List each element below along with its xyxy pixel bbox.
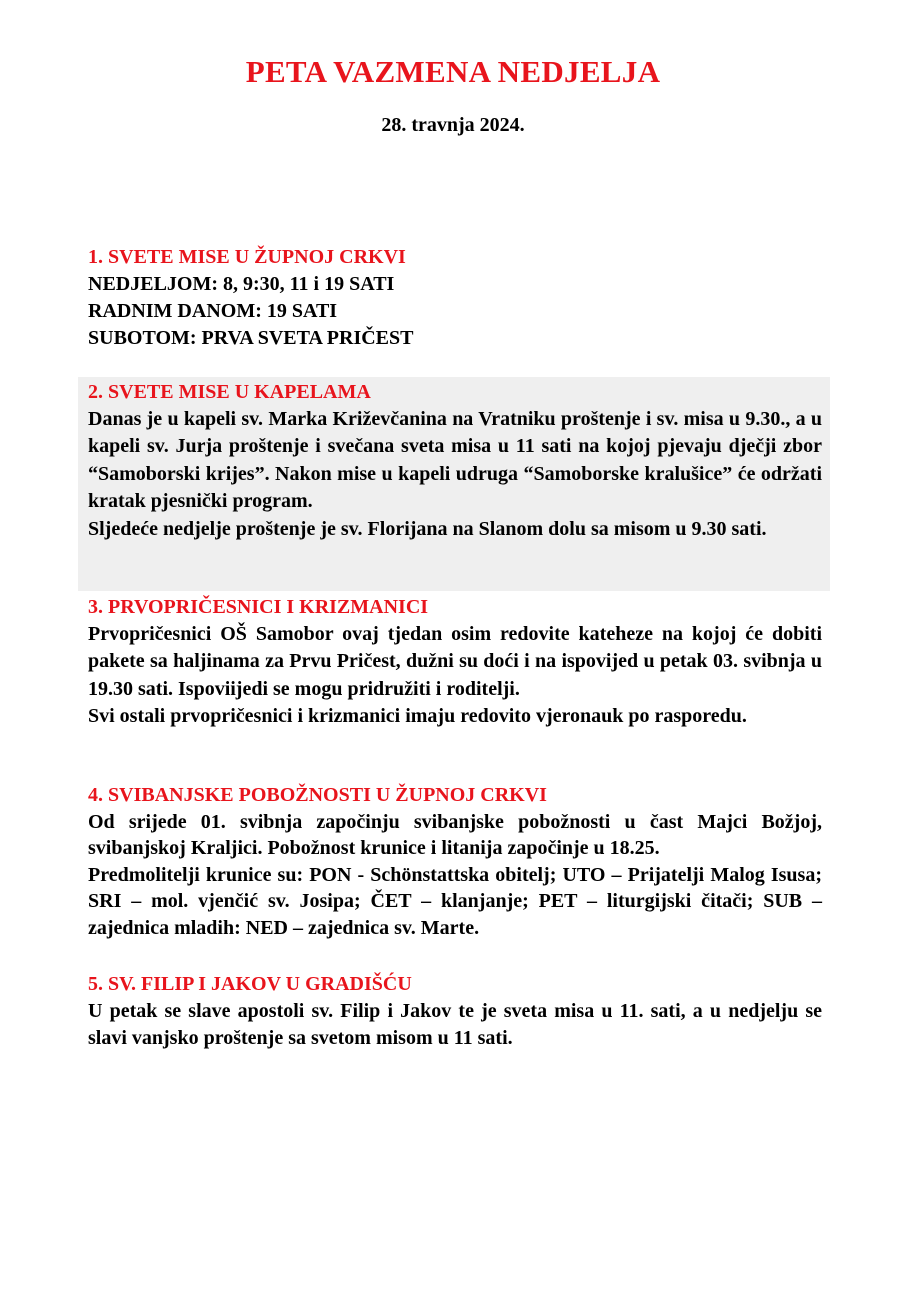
section-heading: 2. SVETE MISE U KAPELAMA: [88, 381, 371, 403]
schedule-weekday: RADNIM DANOM: 19 SATI: [88, 300, 338, 322]
section-chapel-masses: [78, 377, 830, 591]
paragraph: U petak se slave apostoli sv. Filip i Jakov te je sveta misa u 11. sati, a u nedjelju se slavi vanjsko proštenje sa svetom misom u 11 sati.: [88, 1000, 822, 1050]
section-may-devotions: [78, 782, 830, 941]
page-date: 28. travnja 2024.: [381, 114, 525, 136]
paragraph: Prvopričesnici OŠ Samobor ovaj tjedan osim redovite kateheze na kojoj će dobiti pakete sa haljinama za Prvu Pričest, dužni su doći i na ispovijed u petak 03. svibnja u 19.30 sati. Ispoviijedi se mogu pridružiti i roditelji.: [88, 623, 822, 700]
section-sts-philip-james: [78, 971, 830, 1053]
section-heading: 1. SVETE MISE U ŽUPNOJ CRKVI: [88, 246, 406, 268]
section-first-communion-confirmation: [78, 594, 830, 731]
section-heading: 3. PRVOPRIČESNICI I KRIZMANICI: [88, 596, 429, 618]
paragraph: Predmolitelji krunice su: PON - Schönstattska obitelj; UTO – Prijatelji Malog Isusa; SRI – mol. vjenčić sv. Josipa; ČET – klanjanje; PET – liturgijski čitači; SUB – zajednica mladih: NED – zajednica sv. Marte.: [88, 863, 822, 939]
paragraph: Sljedeće nedjelje proštenje je sv. Florijana na Slanom dolu sa misom u 9.30 sati.: [88, 517, 767, 540]
section-heading: 5. SV. FILIP I JAKOV U GRADIŠĆU: [88, 973, 412, 995]
schedule-sunday: NEDJELJOM: 8, 9:30, 11 i 19 SATI: [88, 273, 395, 295]
section-mass-schedule-parish-church: [78, 244, 830, 352]
section-heading: 4. SVIBANJSKE POBOŽNOSTI U ŽUPNOJ CRKVI: [88, 784, 547, 806]
paragraph: Svi ostali prvopričesnici i krizmanici imaju redovito vjeronauk po rasporedu.: [88, 705, 747, 728]
paragraph: Danas je u kapeli sv. Marka Križevčanina na Vratniku proštenje i sv. misa u 9.30., a u kapeli sv. Jurja proštenje i svečana sveta misa u 11 sati na kojoj pjevaju dječji zbor “Samoborski krijes”. Nakon mise u kapeli udruga “Samoborske kralušice” će održati kratak pjesnički program.: [88, 408, 822, 513]
schedule-saturday: SUBOTOM: PRVA SVETA PRIČEST: [88, 327, 414, 349]
page-title: PETA VAZMENA NEDJELJA: [245, 54, 661, 89]
paragraph: Od srijede 01. svibnja započinju svibanjske pobožnosti u čast Majci Božjoj, svibanjskoj Kraljici. Pobožnost krunice i litanija započinje u 18.25.: [88, 811, 822, 860]
